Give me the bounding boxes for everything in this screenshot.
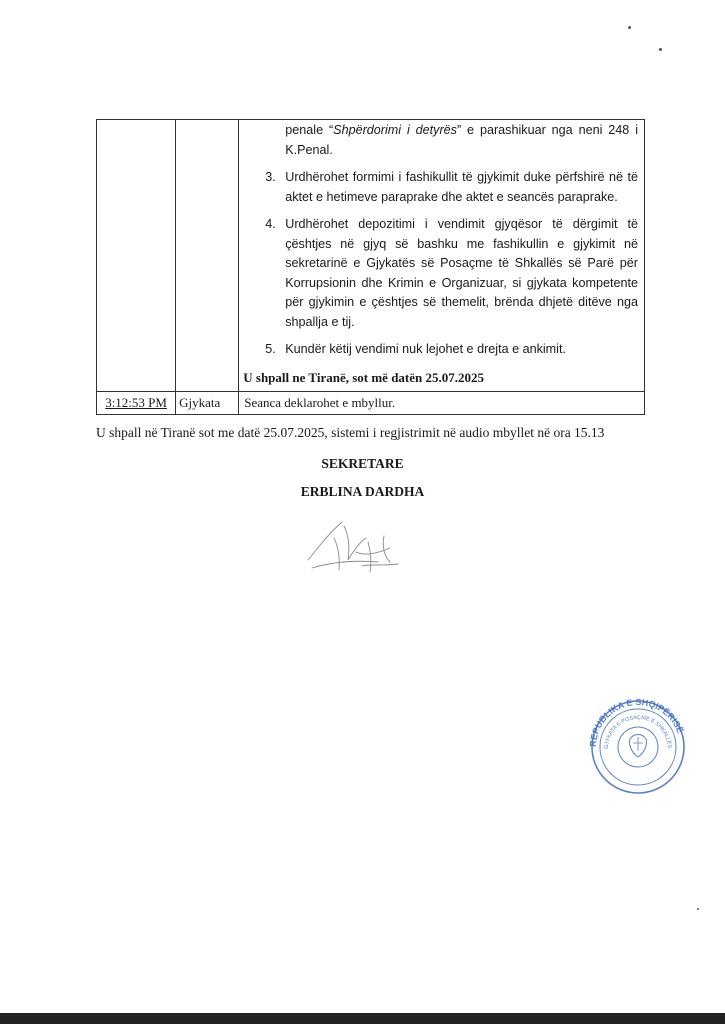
announcement-line: U shpall në Tiranë sot me datë 25.07.2025, sistemi i regjistrimit në audio mbyllet në ora 15.13 — [96, 425, 605, 440]
speaker-cell: Gjykata — [176, 392, 239, 415]
time-cell-empty — [97, 120, 176, 392]
session-minutes-table — [96, 119, 645, 415]
item-text: Urdhërohet formimi i fashikullit të gjykimit duke përfshirë në të aktet e hetimeve paraprake dhe aktet e seancës paraprake. — [285, 170, 638, 204]
scan-speck — [628, 26, 631, 29]
scan-speck — [697, 908, 699, 910]
continuation-paragraph — [243, 121, 638, 160]
scan-edge-bar — [0, 1013, 725, 1024]
decision-list — [243, 168, 638, 360]
item-number: 3. — [265, 170, 276, 184]
stamp-inner-text: GJYKATA E POSAÇME E SHKALLËS — [603, 714, 673, 750]
stamp-outer-text: REPUBLIKA E SHQIPËRISË — [587, 696, 686, 748]
time-cell — [97, 392, 176, 415]
closing-statement: U shpall ne Tiranë, sot më datën 25.07.2025 — [243, 369, 485, 385]
svg-text:REPUBLIKA E SHQIPËRISË — [588, 697, 685, 747]
secretary-name: ERBLINA DARDHA — [300, 484, 425, 499]
continuation-italic: Shpërdorimi i detyrës — [333, 123, 457, 137]
item-text: Urdhërohet depozitimi i vendimit gjyqësor të dërgimit të çështjes në gjyq së bashku me fashikullin e gjykimit në sekretarinë e Gjykatës së Posaçme të Shkallës së Parë për Korrupsionin dhe Krimin e Organizuar, si gjykata kompetente për gjykimin e çështjes së themelit, brënda dhjetë ditëve nga shpallja e tij. — [285, 217, 638, 329]
event-cell: Seanca deklarohet e mbyllur. — [239, 392, 645, 415]
list-item — [243, 168, 638, 207]
continuation-prefix: penale “ — [285, 123, 334, 137]
item-number: 5. — [265, 342, 276, 356]
timestamp: 3:12:53 PM — [105, 395, 167, 410]
list-item — [243, 215, 638, 332]
continuation-suffix: ” e parashikuar nga neni 248 i K.Penal. — [285, 123, 638, 157]
decision-cell — [239, 120, 645, 392]
table-row-decision — [97, 120, 645, 392]
handwritten-signature — [298, 512, 408, 584]
table-row-closing — [97, 392, 645, 415]
secretary-role: SEKRETARE — [321, 456, 404, 471]
speaker-cell-empty — [176, 120, 239, 392]
list-item — [243, 340, 638, 360]
court-seal-stamp — [578, 693, 698, 801]
item-text: Kundër këtij vendimi nuk lejohet e drejta e ankimit. — [285, 342, 566, 356]
item-number: 4. — [265, 217, 276, 231]
scan-speck — [659, 48, 662, 51]
